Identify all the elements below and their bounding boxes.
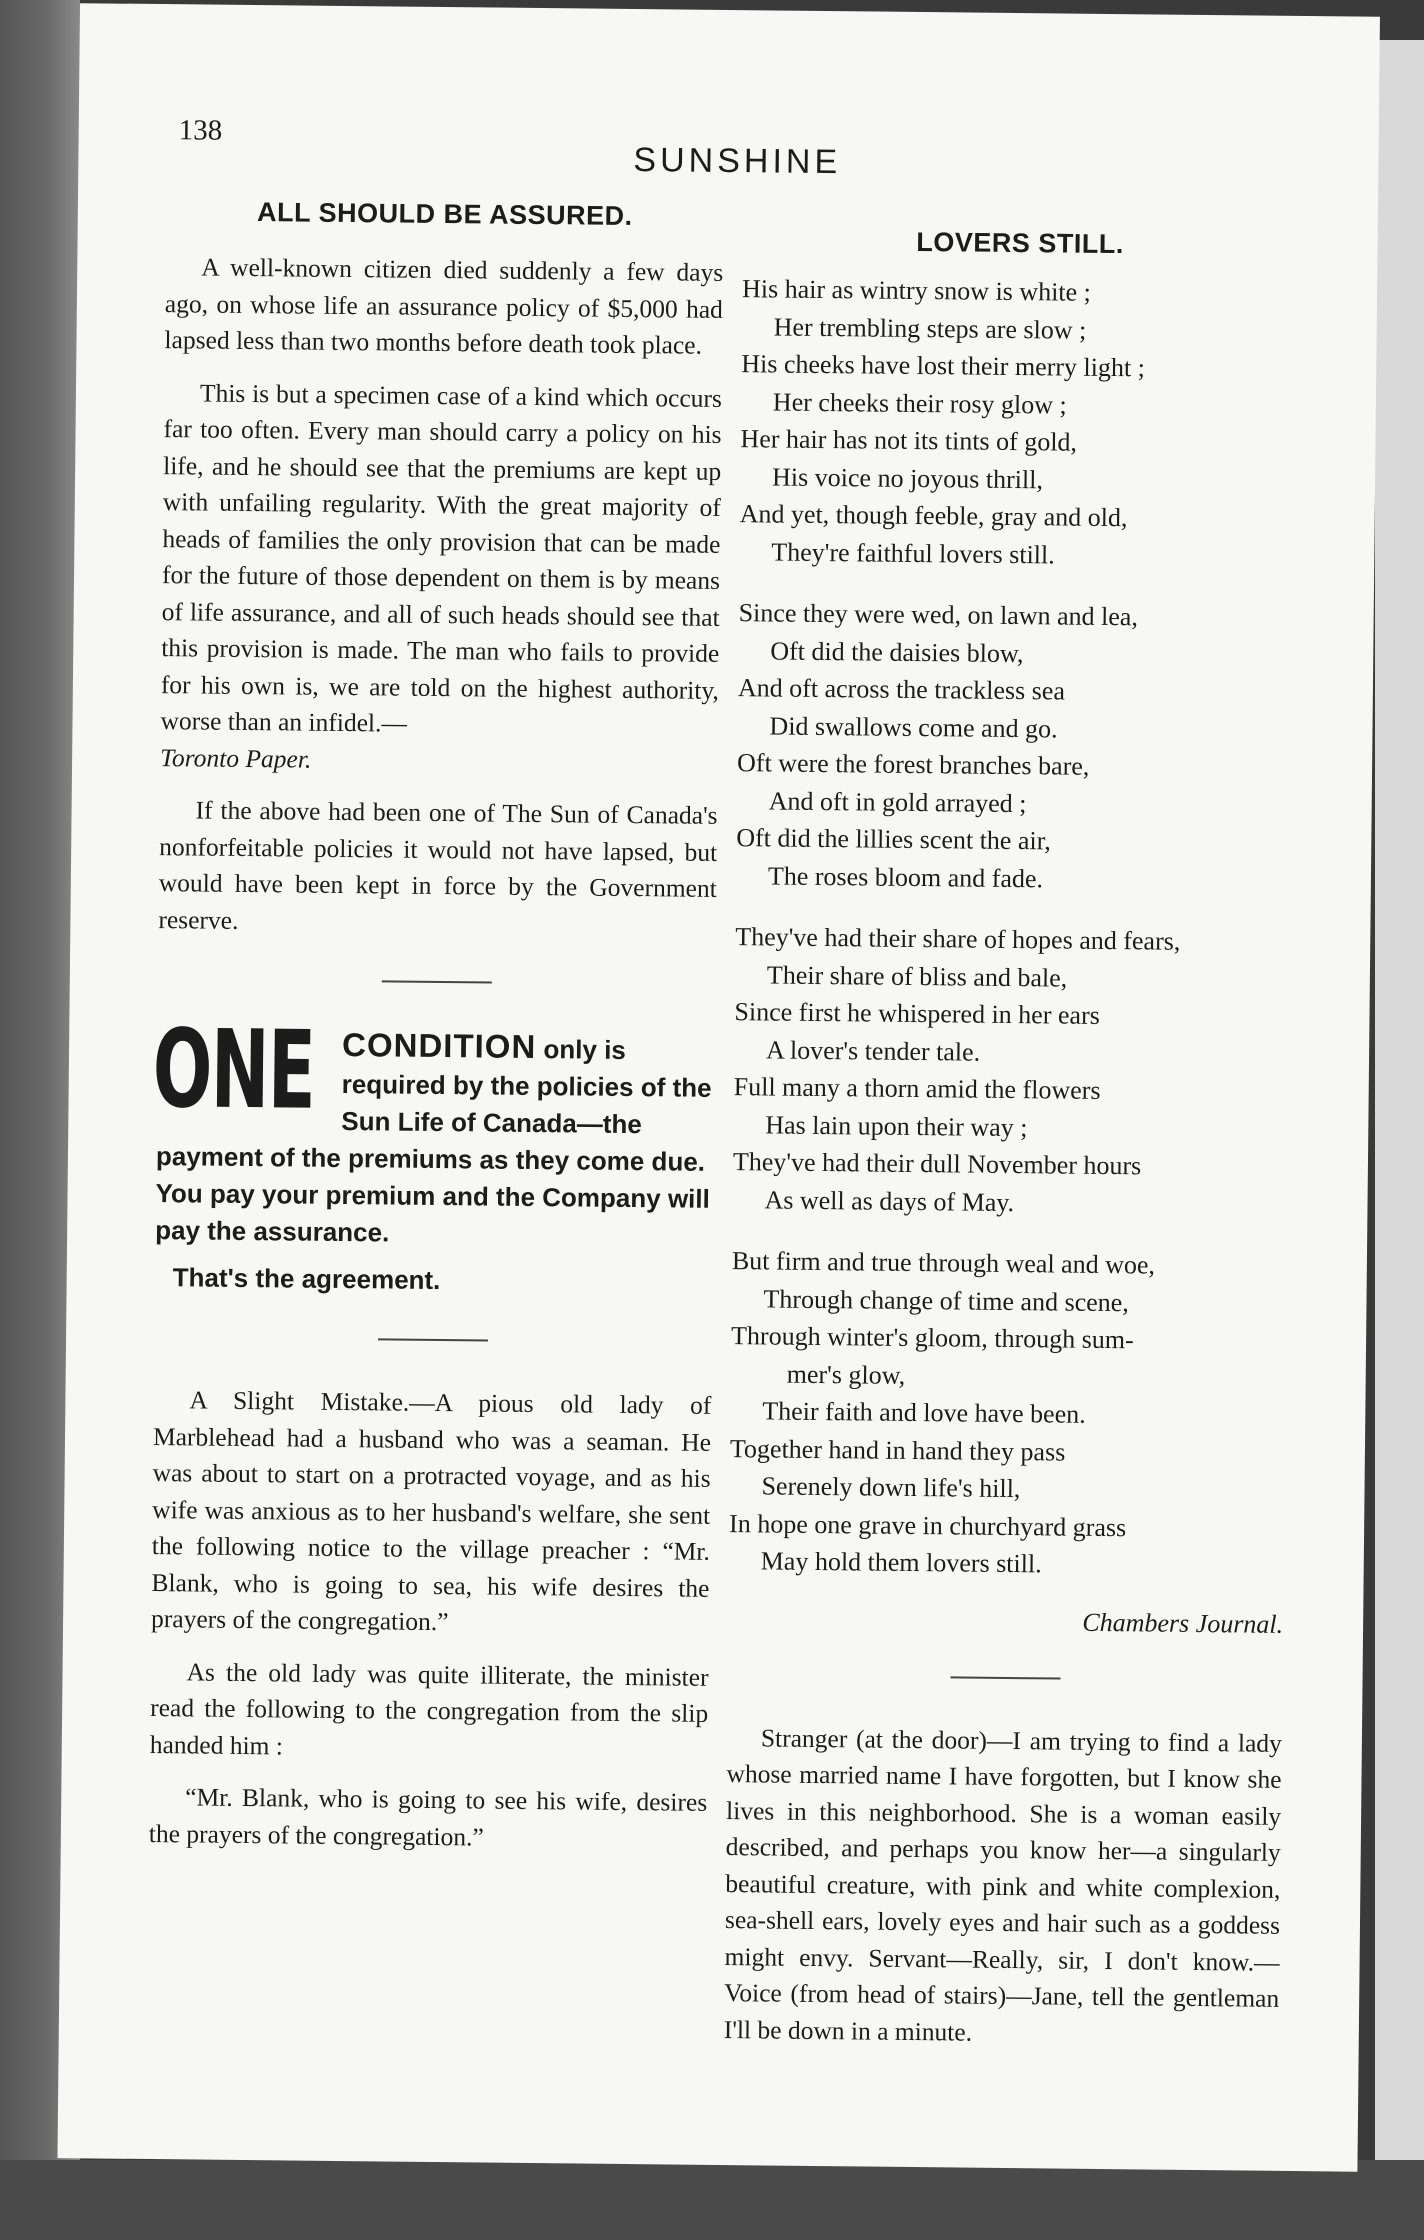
section-divider [378,1338,488,1341]
poem-line: Their share of bliss and bale, [766,959,1068,993]
poem-line: But firm and true through weal and woe, [731,1246,1156,1280]
paragraph: Stranger (at the door)—I am trying to find a lady whose married name I have forgotten, but I know she lives in this neighborhood. She is a woman easily described, and perhaps you know her—a singularly beautiful creature, with pink and white complexion, sea-shell ears, lovely eyes and hair such as a goddess might envy. Servant—Really, sir, I don't know.— Voice (from head of stairs)—Jane, tell the gentleman I'll be down in a minute. [723,1722,1283,2047]
ad-text: only is required by the policies of the Sun Life of Canada—the payment of the premiums as they come due. You pay your premium and the Company will pay the assurance. [155,1034,712,1248]
paragraph [160,375,722,782]
poem-line: Oft did the daisies blow, [770,635,1024,668]
scan-bottom-margin [0,2160,1424,2240]
poem-line: They're faithful lovers still. [771,536,1055,569]
poem-line: A lover's tender tale. [765,1034,981,1067]
scan-right-margin [1375,40,1424,2160]
paragraph: A Slight Mistake.—A pious old lady of Marblehead had a husband who was a seaman. He was about to start on a protracted voyage, and as his wife was anxious as to her husband's welfare, she sent the following notice to the village preacher : “Mr. Blank, who is going to sea, his wife desires the prayers of the congregation.” [150,1385,712,1637]
poem-line: Did swallows come and go. [769,710,1058,743]
right-column [723,225,1297,2070]
poem-line: And oft across the trackless sea [737,673,1066,706]
poem-line: Her trembling steps are slow ; [773,311,1087,345]
poem-title: LOVERS STILL. [916,226,1124,260]
paragraph-text: This is but a specimen case of a kind which occurs far too often. Every man should carry a policy on his life, and he should see that the premiums are kept up with unfailing regularity. With the great majority of heads of families the only provision that can be made for the future of those dependent on them is by means of life assurance, and all of such heads should see that this provision is made. The man who fails to provide for his own is, we are told on the highest authority, worse than an infidel.— [160,377,723,738]
poem-line: His hair as wintry snow is white ; [741,274,1092,307]
poem-line: The roses bloom and fade. [767,860,1044,893]
paragraph: A well-known citizen died suddenly a few days ago, on whose life an assurance policy of $5,000 had lapsed less than two months before death took place. [164,252,724,360]
poem-line: Through change of time and scene, [763,1283,1129,1317]
poem-attribution: Chambers Journal. [1082,1607,1284,1639]
poem-line: Since they were wed, on lawn and lea, [738,598,1139,632]
section-divider [382,980,492,983]
paragraph: As the old lady was quite illiterate, the minister read the following to the congregation from the slip handed him : [149,1656,709,1760]
poem-line: They've had their dull November hours [732,1147,1142,1181]
poem-line: As well as days of May. [764,1184,1015,1217]
poem-line: Oft were the forest branches bare, [736,748,1090,781]
poem-line: They've had their share of hopes and fears, [735,922,1181,956]
article-title: ALL SHOULD BE ASSURED. [256,197,633,231]
source-credit: Toronto Paper. [159,742,312,774]
poem-line: His cheeks have lost their merry light ; [741,349,1146,383]
poem-line: Oft did the lillies scent the air, [736,823,1051,856]
poem-line: Full many a thorn amid the flowers [733,1072,1101,1105]
poem-line: In hope one grave in churchyard grass [729,1508,1127,1542]
anecdote-stranger [724,1720,1282,2054]
article-all-should-be-assured [158,196,724,944]
poem-line: Serenely down life's hill, [761,1471,1021,1504]
paragraph: If the above had been one of The Sun of Canada's nonforfeitable policies it would not have lapsed, but would have been kept in force by the Government reserve. [158,795,718,935]
magazine-page [57,3,1379,2171]
left-column [149,196,724,1874]
poem-line: Has lain upon their way ; [765,1109,1028,1142]
ad-big-word: ONE [152,1007,316,1134]
poem-stanza [736,594,1294,900]
poem-line: Since first he whispered in her ears [734,997,1100,1030]
poem-line: Through winter's gloom, through sum- [730,1321,1134,1355]
section-divider [950,1676,1060,1679]
poem-line: mer's glow, [786,1359,906,1390]
page-number: 138 [178,114,223,147]
paragraph: “Mr. Blank, who is going to see his wife, desires the prayers of the congregation.” [148,1782,708,1852]
poem-line: Her hair has not its tints of gold, [740,424,1078,457]
poem-line: Her cheeks their rosy glow ; [772,386,1067,420]
poem-stanza [729,1242,1288,1585]
poem-line: May hold them lovers still. [760,1546,1042,1579]
poem-line: And yet, though feeble, gray and old, [739,499,1128,533]
poem-line: Their faith and love have been. [762,1396,1086,1429]
sun-life-advertisement [152,1007,716,1302]
poem-lovers-still [728,225,1298,1639]
running-head: SUNSHINE [633,140,842,182]
poem-line: His voice no joyous thrill, [771,461,1044,494]
ad-condition-word: CONDITION [341,1025,537,1066]
article-slight-mistake [149,1382,712,1858]
poem-stanza [732,918,1290,1224]
poem-stanza [739,270,1297,576]
poem-stanzas [729,270,1298,1585]
ad-closing: That's the agreement. [172,1262,441,1296]
poem-line: Together hand in hand they pass [729,1433,1066,1467]
poem-line: And oft in gold arrayed ; [768,785,1027,818]
